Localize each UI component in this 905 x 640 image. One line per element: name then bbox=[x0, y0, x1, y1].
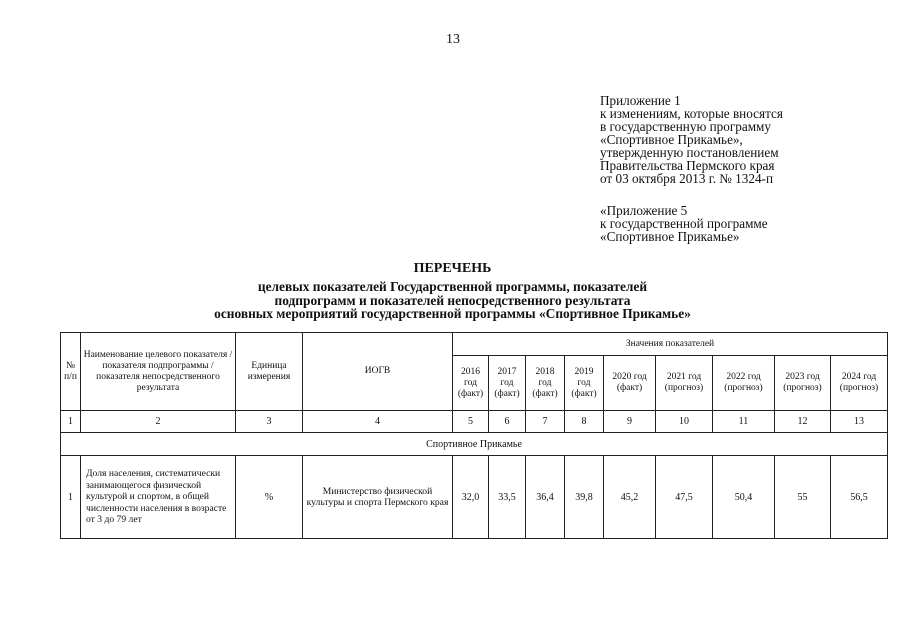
table-row bbox=[61, 456, 888, 539]
column-number: 13 bbox=[831, 411, 888, 433]
header-year: 2019 год (факт) bbox=[565, 356, 604, 411]
header-name: Наименование целевого показателя / показателя подпрограммы / показателя непосредственного результата bbox=[81, 333, 236, 411]
header-year: 2020 год (факт) bbox=[604, 356, 656, 411]
header-org: ИОГВ bbox=[303, 333, 453, 411]
row-org bbox=[303, 456, 453, 539]
column-number: 2 bbox=[81, 411, 236, 433]
appendix-5-line: к государственной программе bbox=[600, 216, 768, 231]
document-title: ПЕРЕЧЕНЬ bbox=[413, 261, 492, 276]
row-value: 47,5 bbox=[656, 456, 713, 539]
header-year: 2021 год (прогноз) bbox=[656, 356, 713, 411]
column-number: 9 bbox=[604, 411, 656, 433]
indicators-table bbox=[60, 332, 888, 539]
appendix-1-line: утвержденную постановлением bbox=[600, 145, 779, 160]
subtitle-line: основных мероприятий государственной программы «Спортивное Прикамье» bbox=[214, 306, 691, 321]
subtitle-line: целевых показателей Государственной программы, показателей bbox=[257, 279, 648, 294]
row-value: 50,4 bbox=[713, 456, 775, 539]
row-value: 33,5 bbox=[489, 456, 526, 539]
row-org-text: Министерство физической культуры и спорта Пермского края bbox=[306, 485, 449, 508]
row-value: 36,4 bbox=[526, 456, 565, 539]
row-unit: % bbox=[236, 456, 303, 539]
column-number: 7 bbox=[526, 411, 565, 433]
column-number: 12 bbox=[775, 411, 831, 433]
column-number: 6 bbox=[489, 411, 526, 433]
subtitle-line: подпрограмм и показателей непосредственного результата bbox=[274, 292, 631, 308]
appendix-1-line: в государственную программу bbox=[600, 119, 771, 134]
column-number: 10 bbox=[656, 411, 713, 433]
appendix-1-line: от 03 октября 2013 г. № 1324-п bbox=[600, 171, 774, 186]
column-number: 8 bbox=[565, 411, 604, 433]
header-unit: Единица измерения bbox=[236, 333, 303, 411]
row-value: 32,0 bbox=[453, 456, 489, 539]
header-year: 2018 год (факт) bbox=[526, 356, 565, 411]
header-num: № п/п bbox=[61, 333, 81, 411]
row-value: 55 bbox=[775, 456, 831, 539]
column-number: 3 bbox=[236, 411, 303, 433]
header-year: 2024 год (прогноз) bbox=[831, 356, 888, 411]
section-heading: Спортивное Прикамье bbox=[61, 433, 888, 456]
column-number: 11 bbox=[713, 411, 775, 433]
appendix-1-line: Правительства Пермского края bbox=[600, 158, 775, 173]
column-number: 4 bbox=[303, 411, 453, 433]
appendix-5-block bbox=[600, 204, 768, 243]
header-year: 2016 год (факт) bbox=[453, 356, 489, 411]
appendix-1-block bbox=[600, 94, 783, 185]
appendix-1-line: к изменениям, которые вносятся bbox=[600, 106, 783, 121]
header-year: 2022 год (прогноз) bbox=[713, 356, 775, 411]
row-value: 45,2 bbox=[604, 456, 656, 539]
row-value: 39,8 bbox=[565, 456, 604, 539]
page-number: 13 bbox=[446, 32, 460, 47]
header-year: 2017 год (факт) bbox=[489, 356, 526, 411]
column-number: 5 bbox=[453, 411, 489, 433]
appendix-5-line: «Спортивное Прикамье» bbox=[600, 229, 740, 244]
appendix-1-line: Приложение 1 bbox=[600, 93, 681, 108]
row-num: 1 bbox=[61, 456, 81, 539]
header-values-group: Значения показателей bbox=[453, 333, 888, 356]
column-number: 1 bbox=[61, 411, 81, 433]
appendix-5-line: «Приложение 5 bbox=[600, 203, 688, 218]
document-subtitle bbox=[0, 280, 905, 321]
row-name: Доля населения, систематически занимающегося физической культурой и спортом, в общей численности населения в возрасте от 3 до 79 лет bbox=[81, 456, 236, 539]
header-year: 2023 год (прогноз) bbox=[775, 356, 831, 411]
appendix-1-line: «Спортивное Прикамье», bbox=[600, 132, 743, 147]
row-value: 56,5 bbox=[831, 456, 888, 539]
